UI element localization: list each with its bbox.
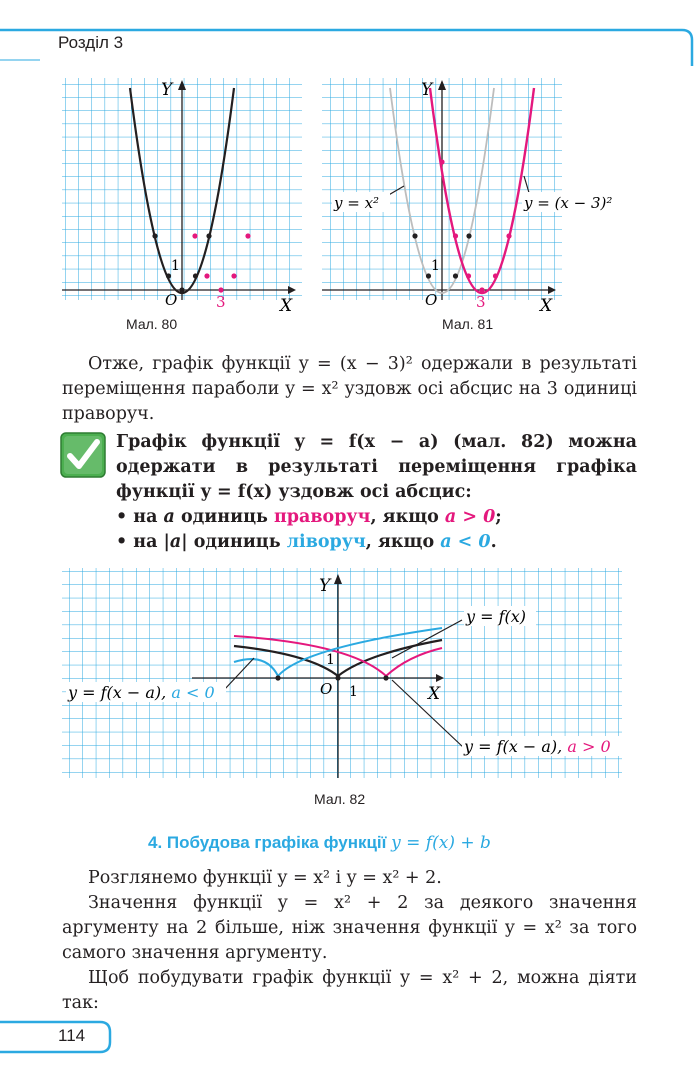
figure-81 xyxy=(322,78,622,313)
label-shifted-parabola: y = (x − 3)² xyxy=(524,194,613,212)
unit-label: 1 xyxy=(171,258,180,274)
figure-82 xyxy=(62,568,632,783)
label-f: y = f(x) xyxy=(466,607,527,626)
unit-x-label: 1 xyxy=(349,684,358,700)
paragraph-conclusion: Отже, графік функції y = (x − 3)² одержали в результаті переміщення параболи y = x² уздовж осі абсцис на 3 одиниці праворуч. xyxy=(62,354,637,424)
label-shift-right: y = f(x − a), a > 0 xyxy=(464,737,611,756)
checkmark-icon xyxy=(60,432,106,478)
y-axis-label: Y xyxy=(161,80,173,100)
three-label: 3 xyxy=(476,293,486,311)
page-number: 114 xyxy=(58,1026,86,1045)
rule-bullet-right: • на a одиниць праворуч, якщо a > 0; xyxy=(116,507,502,527)
figure-80 xyxy=(62,78,302,313)
y-axis-label: Y xyxy=(319,576,331,596)
section-title: 4. Побудова графіка функції y = f(x) + b xyxy=(148,833,491,853)
figure-82-caption: Мал. 82 xyxy=(314,791,366,807)
origin-label: O xyxy=(425,291,438,309)
figure-80-caption: Мал. 80 xyxy=(126,316,178,332)
unit-label: 1 xyxy=(431,258,440,274)
y-axis-label: Y xyxy=(421,80,433,100)
figure-81-caption: Мал. 81 xyxy=(442,316,494,332)
x-axis-label: X xyxy=(428,684,441,704)
paragraph-values: Значення функції y = x² + 2 за деякого значення аргументу на 2 більше, ніж значення функції y = x² за того самого значення аргументу. xyxy=(62,893,637,963)
three-label: 3 xyxy=(216,293,226,311)
label-x-squared: y = x² xyxy=(334,194,380,212)
section-label: Розділ 3 xyxy=(58,33,124,52)
rule-bullet-left: • на |a| одиниць ліворуч, якщо a < 0. xyxy=(116,532,497,552)
origin-label: O xyxy=(165,291,178,309)
paragraph-procedure: Щоб побудувати графік функції y = x² + 2, можна діяти так: xyxy=(62,968,637,1013)
label-shift-left: y = f(x − a), a < 0 xyxy=(68,683,215,702)
paragraph-consider: Розглянемо функції y = x² і y = x² + 2. xyxy=(88,868,442,888)
origin-label: O xyxy=(320,680,333,698)
x-axis-label: X xyxy=(280,296,293,313)
rule-statement: Графік функції y = f(x − a) (мал. 82) можна одержати в результаті переміщення графіка функції y = f(x) уздовж осі абсцис: xyxy=(116,432,637,502)
unit-y-label: 1 xyxy=(326,652,335,668)
x-axis-label: X xyxy=(540,296,553,313)
